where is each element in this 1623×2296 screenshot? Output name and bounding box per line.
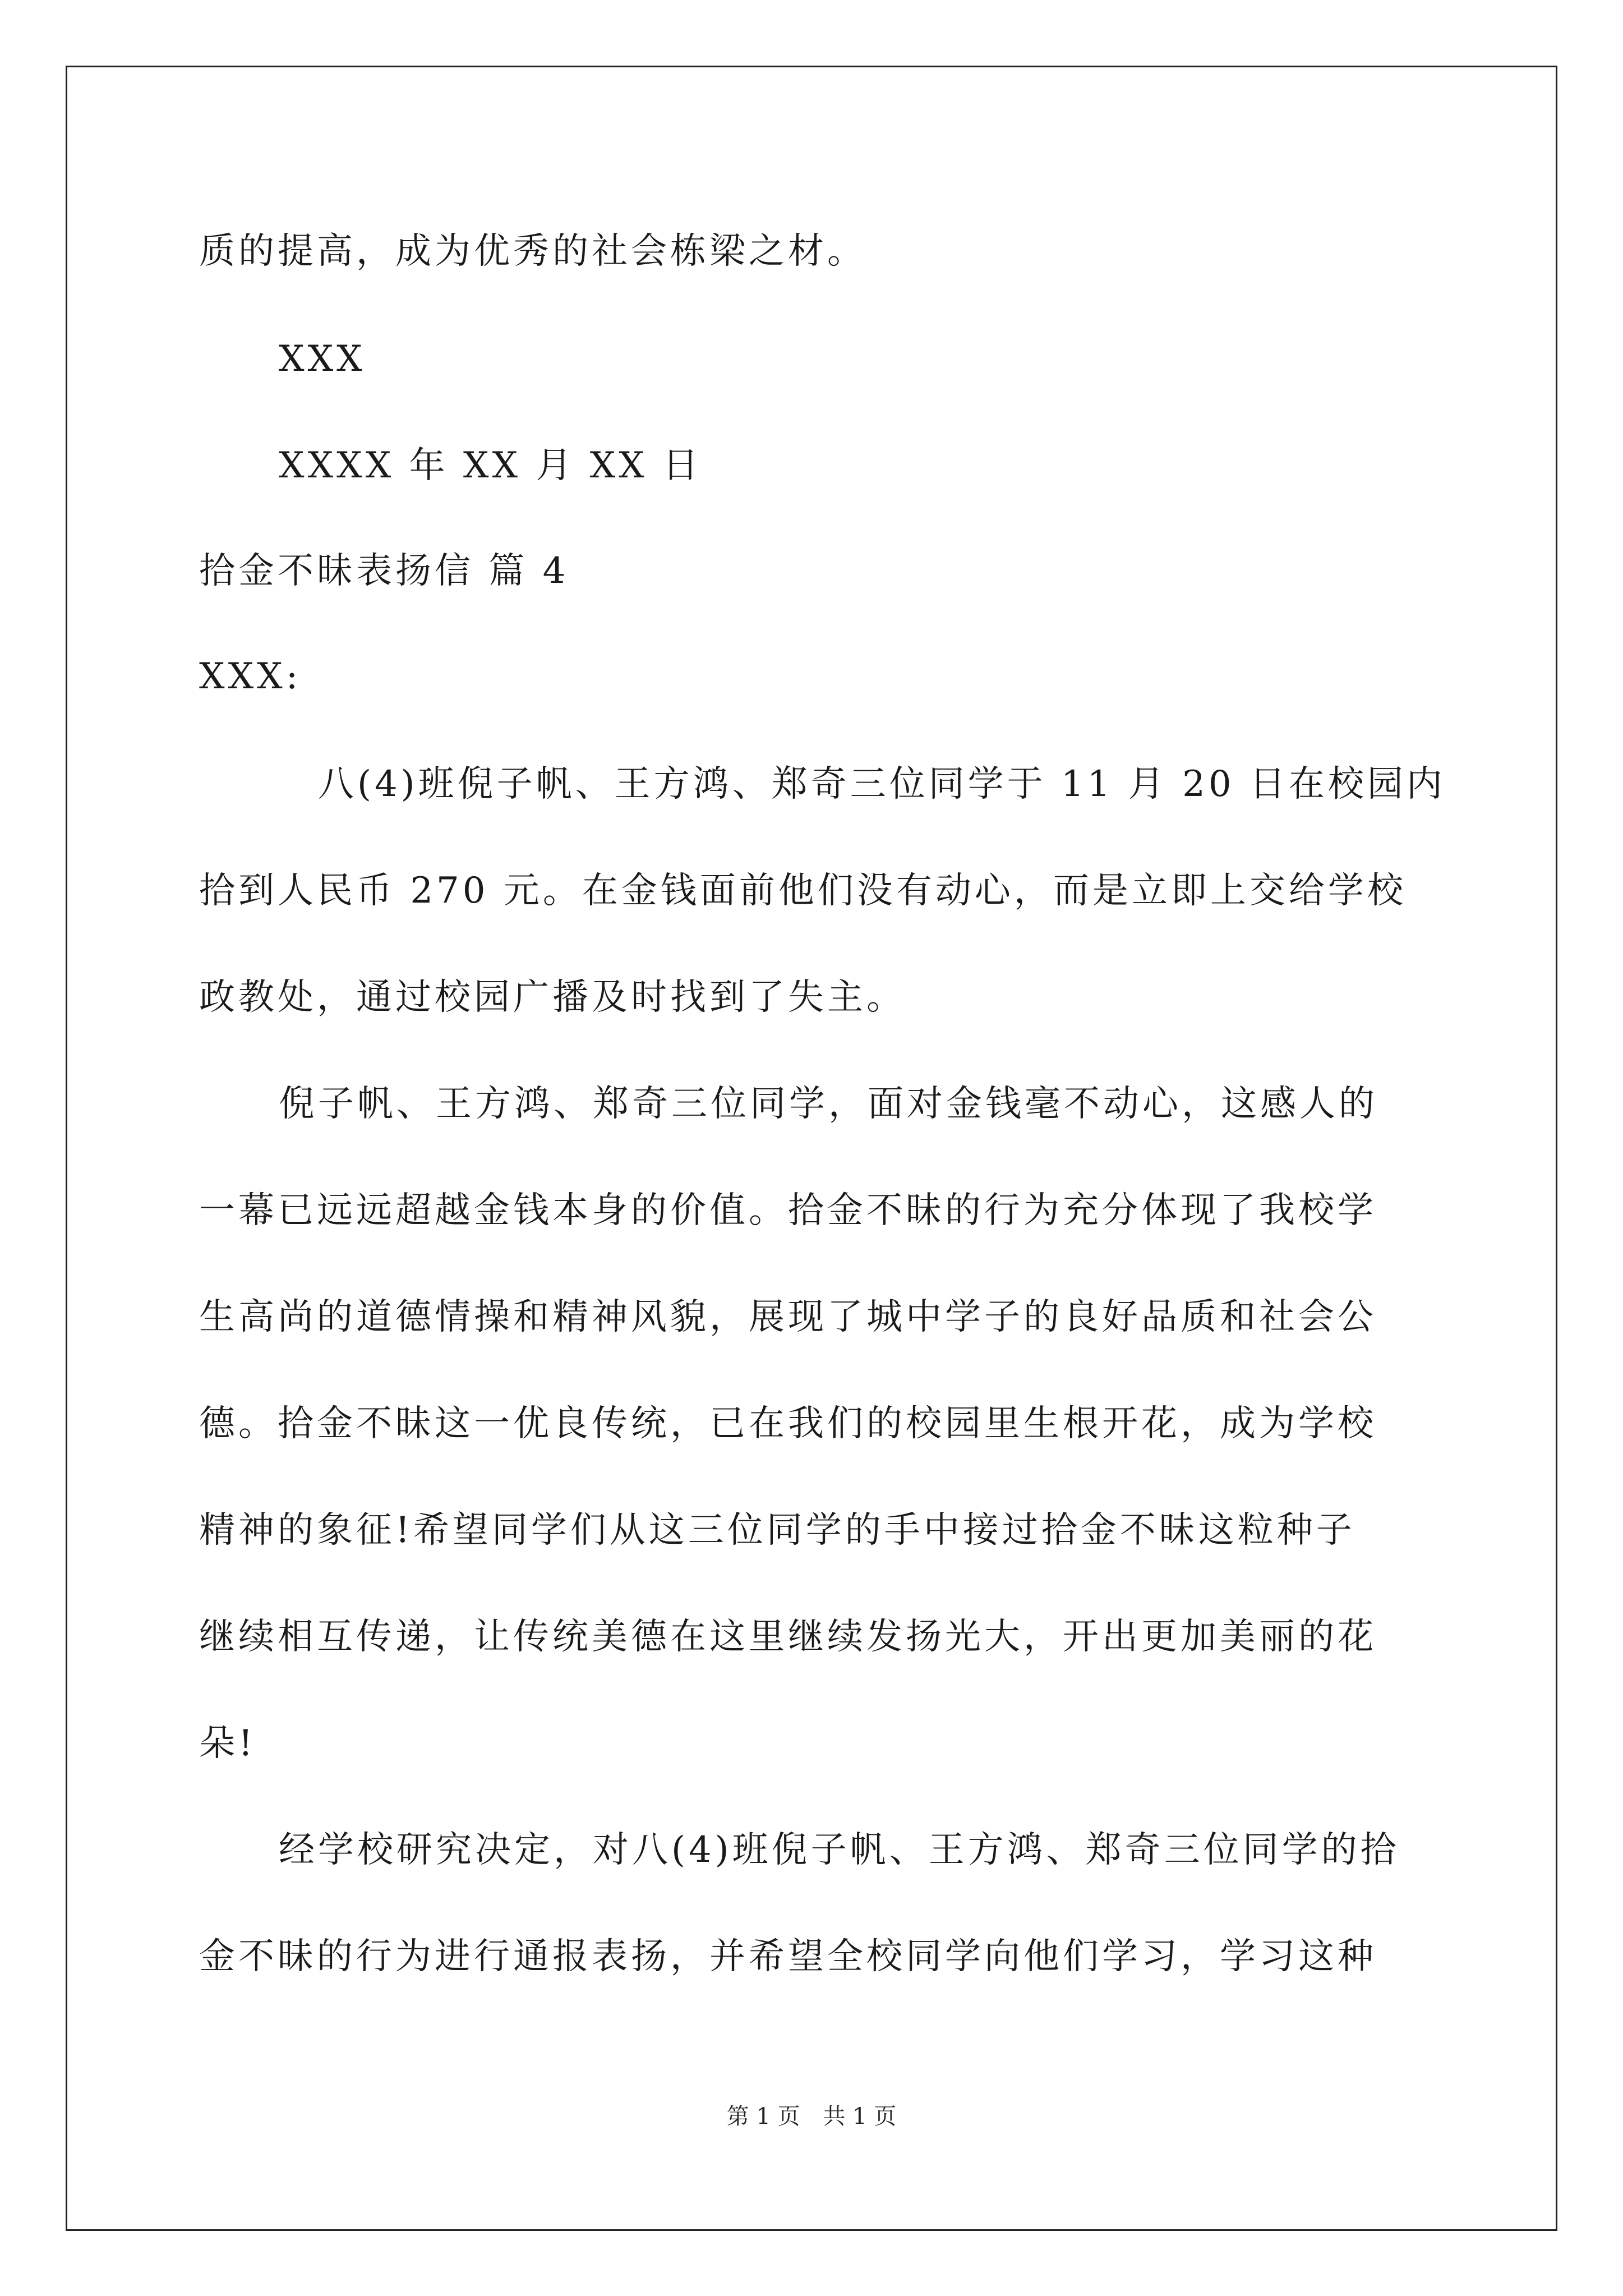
text-line: 生高尚的道德情操和精神风貌，展现了城中学子的良好品质和社会公 xyxy=(199,1296,1377,1338)
text-line: 继续相互传递，让传统美德在这里继续发扬光大，开出更加美丽的花 xyxy=(199,1616,1377,1658)
page-footer xyxy=(0,2102,1623,2131)
text-line: 倪子帆、王方鸿、郑奇三位同学，面对金钱毫不动心，这感人的 xyxy=(279,1083,1378,1125)
text-line: 经学校研究决定，对八(4)班倪子帆、王方鸿、郑奇三位同学的拾 xyxy=(279,1829,1400,1871)
text-line: 德。拾金不昧这一优良传统，已在我们的校园里生根开花，成为学校 xyxy=(199,1403,1377,1444)
salutation: XXX: xyxy=(199,656,302,697)
text-line: 精神的象征!希望同学们从这三位同学的手中接过拾金不昧这粒种子 xyxy=(199,1510,1355,1551)
signature-name: XXX xyxy=(279,338,366,380)
section-heading: 拾金不昧表扬信 篇 4 xyxy=(199,550,569,592)
text-line: 一幕已远远超越金钱本身的价值。拾金不昧的行为充分体现了我校学 xyxy=(199,1190,1377,1231)
page-number: 第 1 页 xyxy=(726,2104,800,2129)
page-total: 共 1 页 xyxy=(823,2104,897,2129)
text-line: 政教处，通过校园广播及时找到了失主。 xyxy=(199,977,906,1018)
page-border xyxy=(66,66,1557,2231)
text-line: 质的提高，成为优秀的社会栋梁之材。 xyxy=(199,231,866,272)
text-line: 拾到人民币 270 元。在金钱面前他们没有动心，而是立即上交给学校 xyxy=(199,870,1407,912)
signature-date: XXXX 年 XX 月 XX 日 xyxy=(279,445,702,486)
text-line: 八(4)班倪子帆、王方鸿、郑奇三位同学于 11 月 20 日在校园内 xyxy=(318,763,1446,805)
text-line: 朵! xyxy=(199,1723,256,1764)
text-line: 金不昧的行为进行通报表扬，并希望全校同学向他们学习，学习这种 xyxy=(199,1936,1377,1977)
